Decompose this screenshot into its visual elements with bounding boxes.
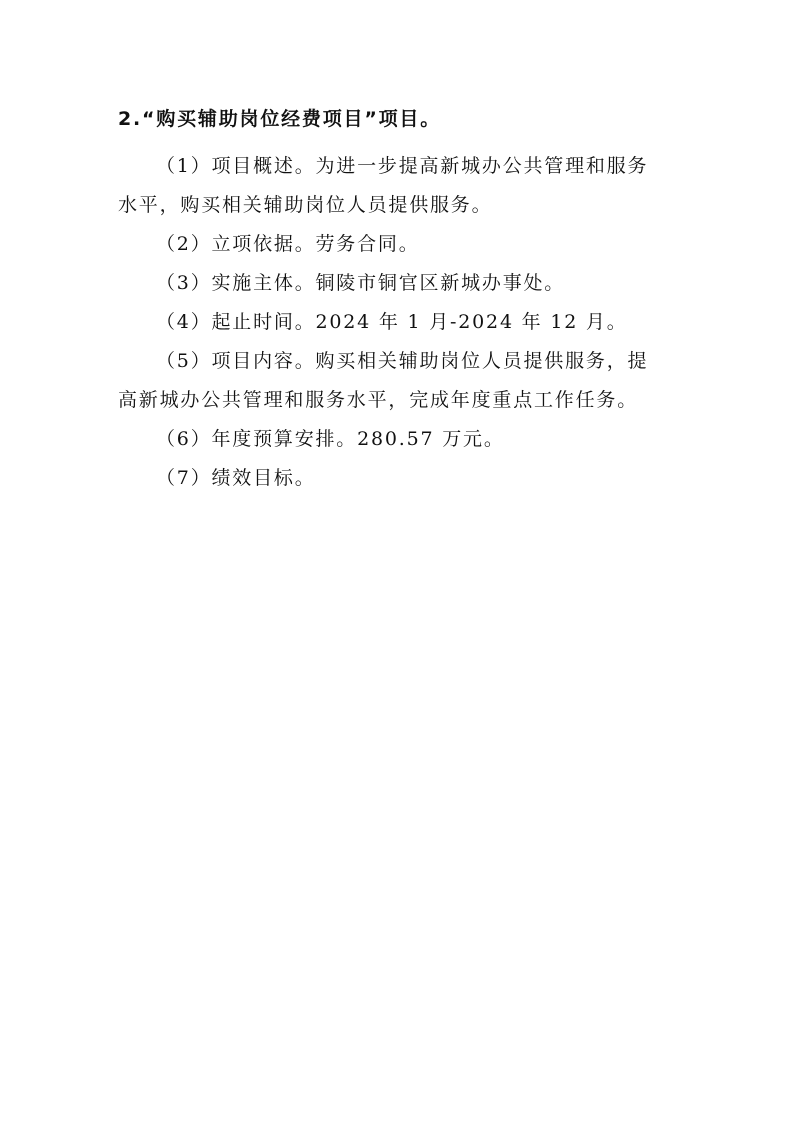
item-label: （5）项目内容。 bbox=[156, 350, 316, 372]
item-label: （6）年度预算安排。 bbox=[156, 428, 358, 450]
paragraph-line bbox=[156, 155, 648, 177]
item-text: 购买相关辅助岗位人员提供服务，提 bbox=[315, 350, 649, 372]
item-label: （4）起止时间。 bbox=[156, 311, 316, 333]
paragraph-line bbox=[156, 350, 648, 372]
paragraph-implementer bbox=[118, 264, 678, 303]
item-text: 铜陵市铜官区新城办事处。 bbox=[315, 272, 566, 294]
item-label: （1）项目概述。 bbox=[156, 155, 316, 177]
item-text: 280.57 万元。 bbox=[357, 428, 505, 450]
item-label: （2）立项依据。 bbox=[156, 233, 316, 255]
paragraph-goals bbox=[118, 459, 678, 498]
paragraph-budget bbox=[118, 420, 678, 459]
paragraph-basis bbox=[118, 225, 678, 264]
item-text: 劳务合同。 bbox=[315, 233, 420, 255]
paragraph-line: 水平，购买相关辅助岗位人员提供服务。 bbox=[118, 194, 493, 216]
item-label: （3）实施主体。 bbox=[156, 272, 316, 294]
section-heading: 2.“购买辅助岗位经费项目”项目。 bbox=[118, 108, 442, 130]
paragraph-line: 高新城办公共管理和服务水平，完成年度重点工作任务。 bbox=[118, 389, 639, 411]
item-label: （7）绩效目标。 bbox=[156, 467, 316, 489]
paragraph-content bbox=[118, 342, 678, 420]
paragraph-project-overview bbox=[118, 147, 678, 225]
paragraph-period bbox=[118, 303, 678, 342]
item-text: 2024 年 1 月-2024 年 12 月。 bbox=[315, 311, 628, 333]
document-content bbox=[118, 101, 678, 498]
item-text: 为进一步提高新城办公共管理和服务 bbox=[315, 155, 649, 177]
